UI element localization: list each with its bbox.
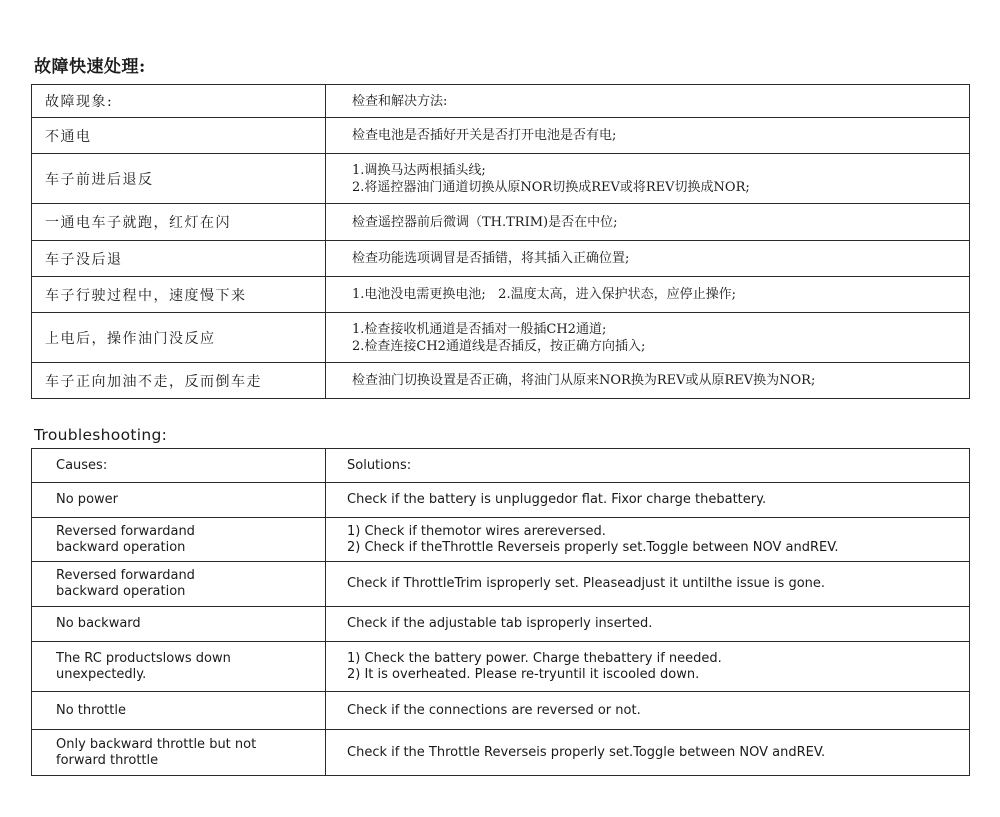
cause-line: unexpectedly. xyxy=(56,666,147,682)
solution-line: 2.检查连接CH2通道线是否插反，按正确方向插入; xyxy=(352,338,646,354)
row-solution xyxy=(326,562,970,607)
solution-line: Check if the battery is unpluggedor flat. Fixor charge thebattery. xyxy=(347,492,767,507)
row-cause xyxy=(32,562,326,607)
zh-troubleshooting-table xyxy=(31,84,970,399)
row-cause: 车子正向加油不走，反而倒车走 xyxy=(32,363,326,399)
cause-line: Reversed forwardand xyxy=(56,523,195,539)
row-solution xyxy=(326,154,970,204)
row-cause: 上电后，操作油门没反应 xyxy=(32,313,326,363)
row-solution xyxy=(326,118,970,154)
en-troubleshooting-table xyxy=(31,448,970,776)
solution-line: Check if the adjustable tab isproperly inserted. xyxy=(347,616,653,631)
solution-line: Check if the Throttle Reverseis properly set.Toggle between NOV andREV. xyxy=(347,744,826,760)
solution-line: 2) Check if theThrottle Reverseis properly set.Toggle between NOV andREV. xyxy=(347,539,839,555)
solution-line: 1.电池没电需更换电池; 2.温度太高，进入保护状态，应停止操作; xyxy=(352,287,736,302)
solution-line: 检查电池是否插好开关是否打开电池是否有电; xyxy=(352,128,617,143)
header-solution: Solutions: xyxy=(326,449,970,483)
table-header-row xyxy=(32,85,970,118)
table-row xyxy=(32,277,970,313)
solution-line: 检查遥控器前后微调（TH.TRIM)是否在中位; xyxy=(352,214,618,230)
row-cause: 一通电车子就跑，红灯在闪 xyxy=(32,204,326,241)
solution-line: 2) It is overheated. Please re-tryuntil it iscooled down. xyxy=(347,666,700,682)
table-row xyxy=(32,241,970,277)
table-row xyxy=(32,313,970,363)
row-solution xyxy=(326,363,970,399)
row-cause xyxy=(32,692,326,730)
row-cause xyxy=(32,518,326,562)
cause-line: Only backward throttle but not xyxy=(56,736,257,752)
table-row xyxy=(32,518,970,562)
solution-line: 检查功能选项调冒是否插错，将其插入正确位置; xyxy=(352,251,630,266)
table-row xyxy=(32,607,970,642)
row-solution xyxy=(326,241,970,277)
row-solution xyxy=(326,730,970,776)
solution-line: 1) Check if themotor wires arereversed. xyxy=(347,523,606,539)
solution-line: Check if the connections are reversed or not. xyxy=(347,702,641,718)
table-row xyxy=(32,692,970,730)
cause-line: Reversed forwardand xyxy=(56,568,195,583)
solution-line: 1) Check the battery power. Charge thebattery if needed. xyxy=(347,650,722,666)
table-row xyxy=(32,642,970,692)
table-row xyxy=(32,363,970,399)
row-solution xyxy=(326,607,970,642)
row-cause: 不通电 xyxy=(32,118,326,154)
cause-line: backward operation xyxy=(56,584,186,599)
solution-line: 2.将遥控器油门通道切换从原NOR切换成REV或将REV切换成NOR; xyxy=(352,179,750,195)
solution-line: 1.调换马达两根插头线; xyxy=(352,162,486,178)
row-solution xyxy=(326,313,970,363)
cause-line: No power xyxy=(56,492,118,507)
table-row xyxy=(32,204,970,241)
row-solution xyxy=(326,518,970,562)
row-solution xyxy=(326,642,970,692)
table-row xyxy=(32,483,970,518)
cause-line: No backward xyxy=(56,616,141,631)
cause-line: forward throttle xyxy=(56,752,159,768)
solution-line: 1.检查接收机通道是否插对一般插CH2通道; xyxy=(352,321,607,337)
row-cause: 车子前进后退反 xyxy=(32,154,326,204)
table-row xyxy=(32,730,970,776)
row-cause: 车子行驶过程中，速度慢下来 xyxy=(32,277,326,313)
row-cause xyxy=(32,730,326,776)
zh-section-title: 故障快速处理: xyxy=(34,57,146,77)
row-solution xyxy=(326,277,970,313)
cause-line: No throttle xyxy=(56,702,126,718)
row-cause xyxy=(32,607,326,642)
row-solution xyxy=(326,692,970,730)
cause-line: The RC productslows down xyxy=(56,650,231,666)
cause-line: backward operation xyxy=(56,539,186,555)
row-solution xyxy=(326,204,970,241)
header-solution: 检查和解决方法: xyxy=(326,85,970,118)
header-cause: Causes: xyxy=(32,449,326,483)
row-cause xyxy=(32,483,326,518)
row-solution xyxy=(326,483,970,518)
table-row xyxy=(32,118,970,154)
row-cause: 车子没后退 xyxy=(32,241,326,277)
table-header-row xyxy=(32,449,970,483)
table-row xyxy=(32,154,970,204)
solution-line: Check if ThrottleTrim isproperly set. Pleaseadjust it untilthe issue is gone. xyxy=(347,576,826,591)
solution-line: 检查油门切换设置是否正确，将油门从原来NOR换为REV或从原REV换为NOR; xyxy=(352,373,816,388)
header-cause: 故障现象: xyxy=(32,85,326,118)
table-row xyxy=(32,562,970,607)
row-cause xyxy=(32,642,326,692)
en-section-title: Troubleshooting: xyxy=(34,426,168,444)
